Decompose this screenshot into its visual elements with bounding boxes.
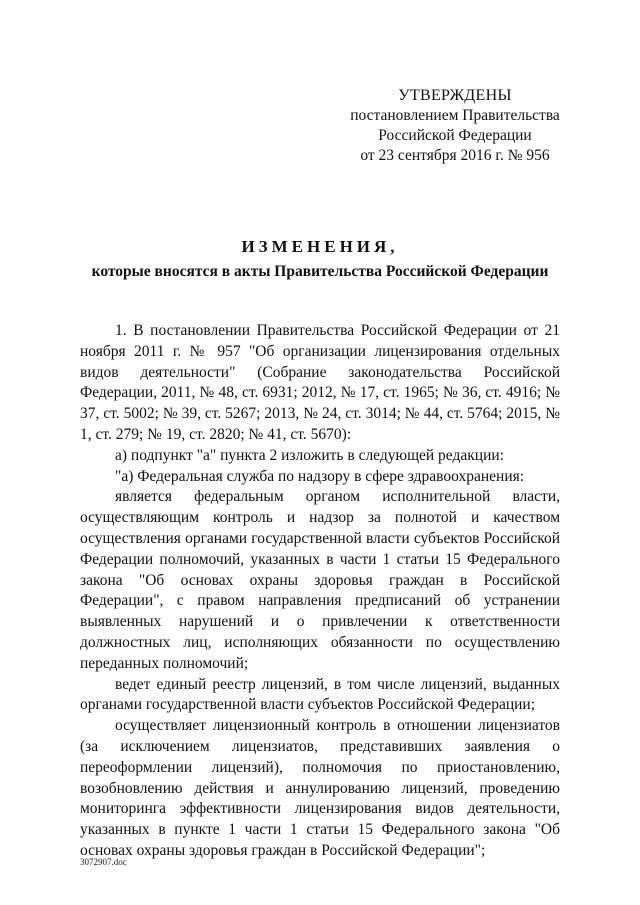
paragraph-4: является федеральным органом исполнительной власти, осуществляющим контроль и надзор за полнотой и качеством осуществления органами государственной власти субъектов Российской Федерации полномочий, указанных в части 1 статьи 15 Федерального закона "Об основах охраны здоровья граждан в Российской Федерации", с правом направления предписаний об устранении выявленных нарушений и о привлечении к ответственности должностных лиц, исполняющих обязанности по осуществлению переданных полномочий;: [80, 488, 560, 672]
approval-by-resolution: постановлением Правительства: [350, 107, 560, 124]
paragraph-6: осуществляет лицензионный контроль в отношении лицензиатов (за исключением лицензиатов, представивших заявления о переоформлении лицензий), полномочия по приостановлению, возобновлению действия и аннулированию лицензий, проведению мониторинга эффективности лицензирования видов деятельности, указанных в пункте 1 части 1 статьи 15 Федерального закона "Об основах охраны здоровья граждан в Российской Федерации";: [80, 717, 560, 859]
document-subtitle: которые вносятся в акты Правительства Российской Федерации: [91, 263, 549, 280]
paragraph-1: 1. В постановлении Правительства Российской Федерации от 21 ноября 2011 г. № 957 "Об организации лицензирования отдельных видов деятельности" (Собрание законодательства Российской Федерации, 2011, № 48, ст. 6931; 2012, № 17, ст. 1965; № 36, ст. 4916; № 37, ст. 5002; № 39, ст. 5267; 2013, № 24, ст. 3014; № 44, ст. 5764; 2015, № 1, ст. 279; № 19, ст. 2820; № 41, ст. 5670):: [80, 322, 560, 443]
approval-date-number: от 23 сентября 2016 г. № 956: [360, 147, 550, 164]
paragraph-3: "а) Федеральная служба по надзору в сфере здравоохранения:: [115, 467, 525, 485]
approval-government: Российской Федерации: [378, 127, 532, 144]
document-title: ИЗМЕНЕНИЯ,: [241, 237, 399, 256]
paragraph-5: ведет единый реестр лицензий, в том числе лицензий, выданных органами государственной власти субъектов Российской Федерации;: [80, 675, 560, 714]
document-body: [80, 321, 560, 862]
paragraph-2: а) подпункт "а" пункта 2 изложить в следующей редакции:: [115, 446, 504, 464]
approval-heading: УТВЕРЖДЕНЫ: [398, 87, 512, 104]
approval-block: [340, 86, 570, 166]
footer-filename: 3072907.doc: [80, 857, 127, 867]
